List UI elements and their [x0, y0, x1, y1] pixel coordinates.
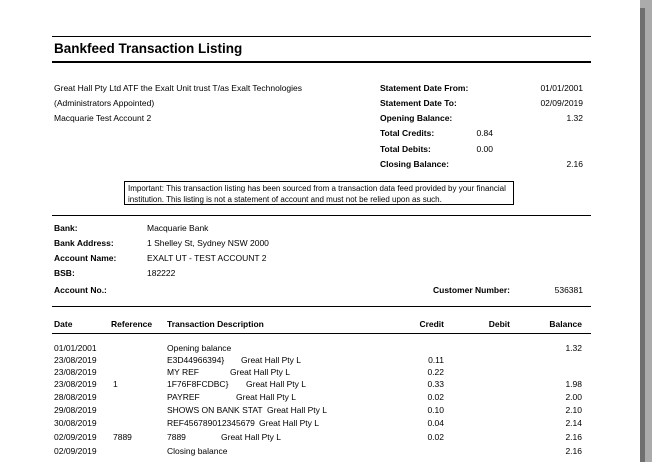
page-shadow: [640, 8, 645, 462]
account-name-label: Account Name:: [54, 253, 117, 263]
table-top-rule: [52, 306, 591, 307]
row-reference: 7889: [113, 432, 132, 442]
row-description-payer: Great Hall Pty L: [236, 392, 296, 402]
total-credits-label: Total Credits:: [380, 128, 435, 138]
row-description-payer: Great Hall Pty L: [230, 367, 290, 377]
bank-label: Bank:: [54, 223, 78, 233]
table-row: [0, 405, 640, 417]
row-description: Opening balance: [167, 343, 232, 353]
date-from-value: 01/01/2001: [540, 83, 583, 93]
row-balance: 2.00: [565, 392, 582, 402]
bank-address-value: 1 Shelley St, Sydney NSW 2000: [147, 238, 269, 248]
bsb-value: 182222: [147, 268, 176, 278]
row-description: 7889: [167, 432, 186, 442]
bsb-label: BSB:: [54, 268, 75, 278]
row-date: 02/09/2019: [54, 446, 97, 456]
viewer-corner: [643, 0, 652, 8]
row-credit: 0.22: [427, 367, 444, 377]
row-description: 1F76F8FCDBC}: [167, 379, 229, 389]
col-debit-header: Debit: [488, 319, 510, 329]
total-debits-value: 0.00: [476, 144, 493, 154]
report-title: Bankfeed Transaction Listing: [54, 41, 243, 56]
row-description-payer: Great Hall Pty L: [246, 379, 306, 389]
row-date: 23/08/2019: [54, 355, 97, 365]
customer-number-label: Customer Number:: [433, 285, 510, 295]
bank-value: Macquarie Bank: [147, 223, 209, 233]
table-row: [0, 379, 640, 391]
row-credit: 0.02: [427, 432, 444, 442]
opening-balance-label: Opening Balance:: [380, 113, 453, 123]
row-description: MY REF: [167, 367, 199, 377]
row-date: 30/08/2019: [54, 418, 97, 428]
row-description-payer: Great Hall Pty L: [267, 405, 327, 415]
row-balance: 1.98: [565, 379, 582, 389]
row-description: E3D44966394}: [167, 355, 225, 365]
row-description-payer: Great Hall Pty L: [241, 355, 301, 365]
table-header-rule: [52, 333, 591, 334]
row-credit: 0.33: [427, 379, 444, 389]
table-row: [0, 432, 640, 444]
row-credit: 0.04: [427, 418, 444, 428]
account-no-label: Account No.:: [54, 285, 107, 295]
bank-rule: [52, 215, 591, 216]
row-balance: 2.16: [565, 446, 582, 456]
important-notice: Important: This transaction listing has been sourced from a transaction data feed provided by your financial institution. This listing is not a statement of account and must not be relied upon as such.: [124, 181, 514, 205]
customer-number-value: 536381: [554, 285, 583, 295]
entity-note: (Administrators Appointed): [54, 98, 155, 108]
top-rule: [52, 36, 591, 37]
row-description: REF456789012345679: [167, 418, 255, 428]
closing-balance-value: 2.16: [566, 159, 583, 169]
entity-account: Macquarie Test Account 2: [54, 113, 152, 123]
col-date-header: Date: [54, 319, 73, 329]
total-credits-value: 0.84: [476, 128, 493, 138]
table-row: [0, 355, 640, 367]
col-credit-header: Credit: [419, 319, 444, 329]
account-name-value: EXALT UT - TEST ACCOUNT 2: [147, 253, 267, 263]
row-balance: 2.14: [565, 418, 582, 428]
row-date: 29/08/2019: [54, 405, 97, 415]
row-date: 01/01/2001: [54, 343, 97, 353]
row-description-payer: Great Hall Pty L: [221, 432, 281, 442]
col-description-header: Transaction Description: [167, 319, 264, 329]
row-credit: 0.11: [428, 355, 444, 365]
title-rule: [52, 61, 591, 63]
row-date: 02/09/2019: [54, 432, 97, 442]
row-description: SHOWS ON BANK STAT: [167, 405, 263, 415]
row-credit: 0.10: [427, 405, 444, 415]
col-balance-header: Balance: [549, 319, 582, 329]
table-row: [0, 418, 640, 430]
table-row: [0, 392, 640, 404]
bank-address-label: Bank Address:: [54, 238, 114, 248]
row-balance: 1.32: [565, 343, 582, 353]
date-to-value: 02/09/2019: [540, 98, 583, 108]
date-to-label: Statement Date To:: [380, 98, 457, 108]
row-description: Closing balance: [167, 446, 228, 456]
col-reference-header: Reference: [111, 319, 153, 329]
row-description-payer: Great Hall Pty L: [259, 418, 319, 428]
date-from-label: Statement Date From:: [380, 83, 469, 93]
table-row: [0, 367, 640, 379]
row-balance: 2.16: [565, 432, 582, 442]
table-row: [0, 446, 640, 458]
row-balance: 2.10: [565, 405, 582, 415]
closing-balance-label: Closing Balance:: [380, 159, 449, 169]
row-credit: 0.02: [427, 392, 444, 402]
row-date: 28/08/2019: [54, 392, 97, 402]
opening-balance-value: 1.32: [566, 113, 583, 123]
entity-name: Great Hall Pty Ltd ATF the Exalt Unit trust T/as Exalt Technologies: [54, 83, 303, 93]
row-date: 23/08/2019: [54, 379, 97, 389]
row-date: 23/08/2019: [54, 367, 97, 377]
table-row: [0, 343, 640, 355]
total-debits-label: Total Debits:: [380, 144, 431, 154]
row-reference: 1: [113, 379, 118, 389]
row-description: PAYREF: [167, 392, 200, 402]
